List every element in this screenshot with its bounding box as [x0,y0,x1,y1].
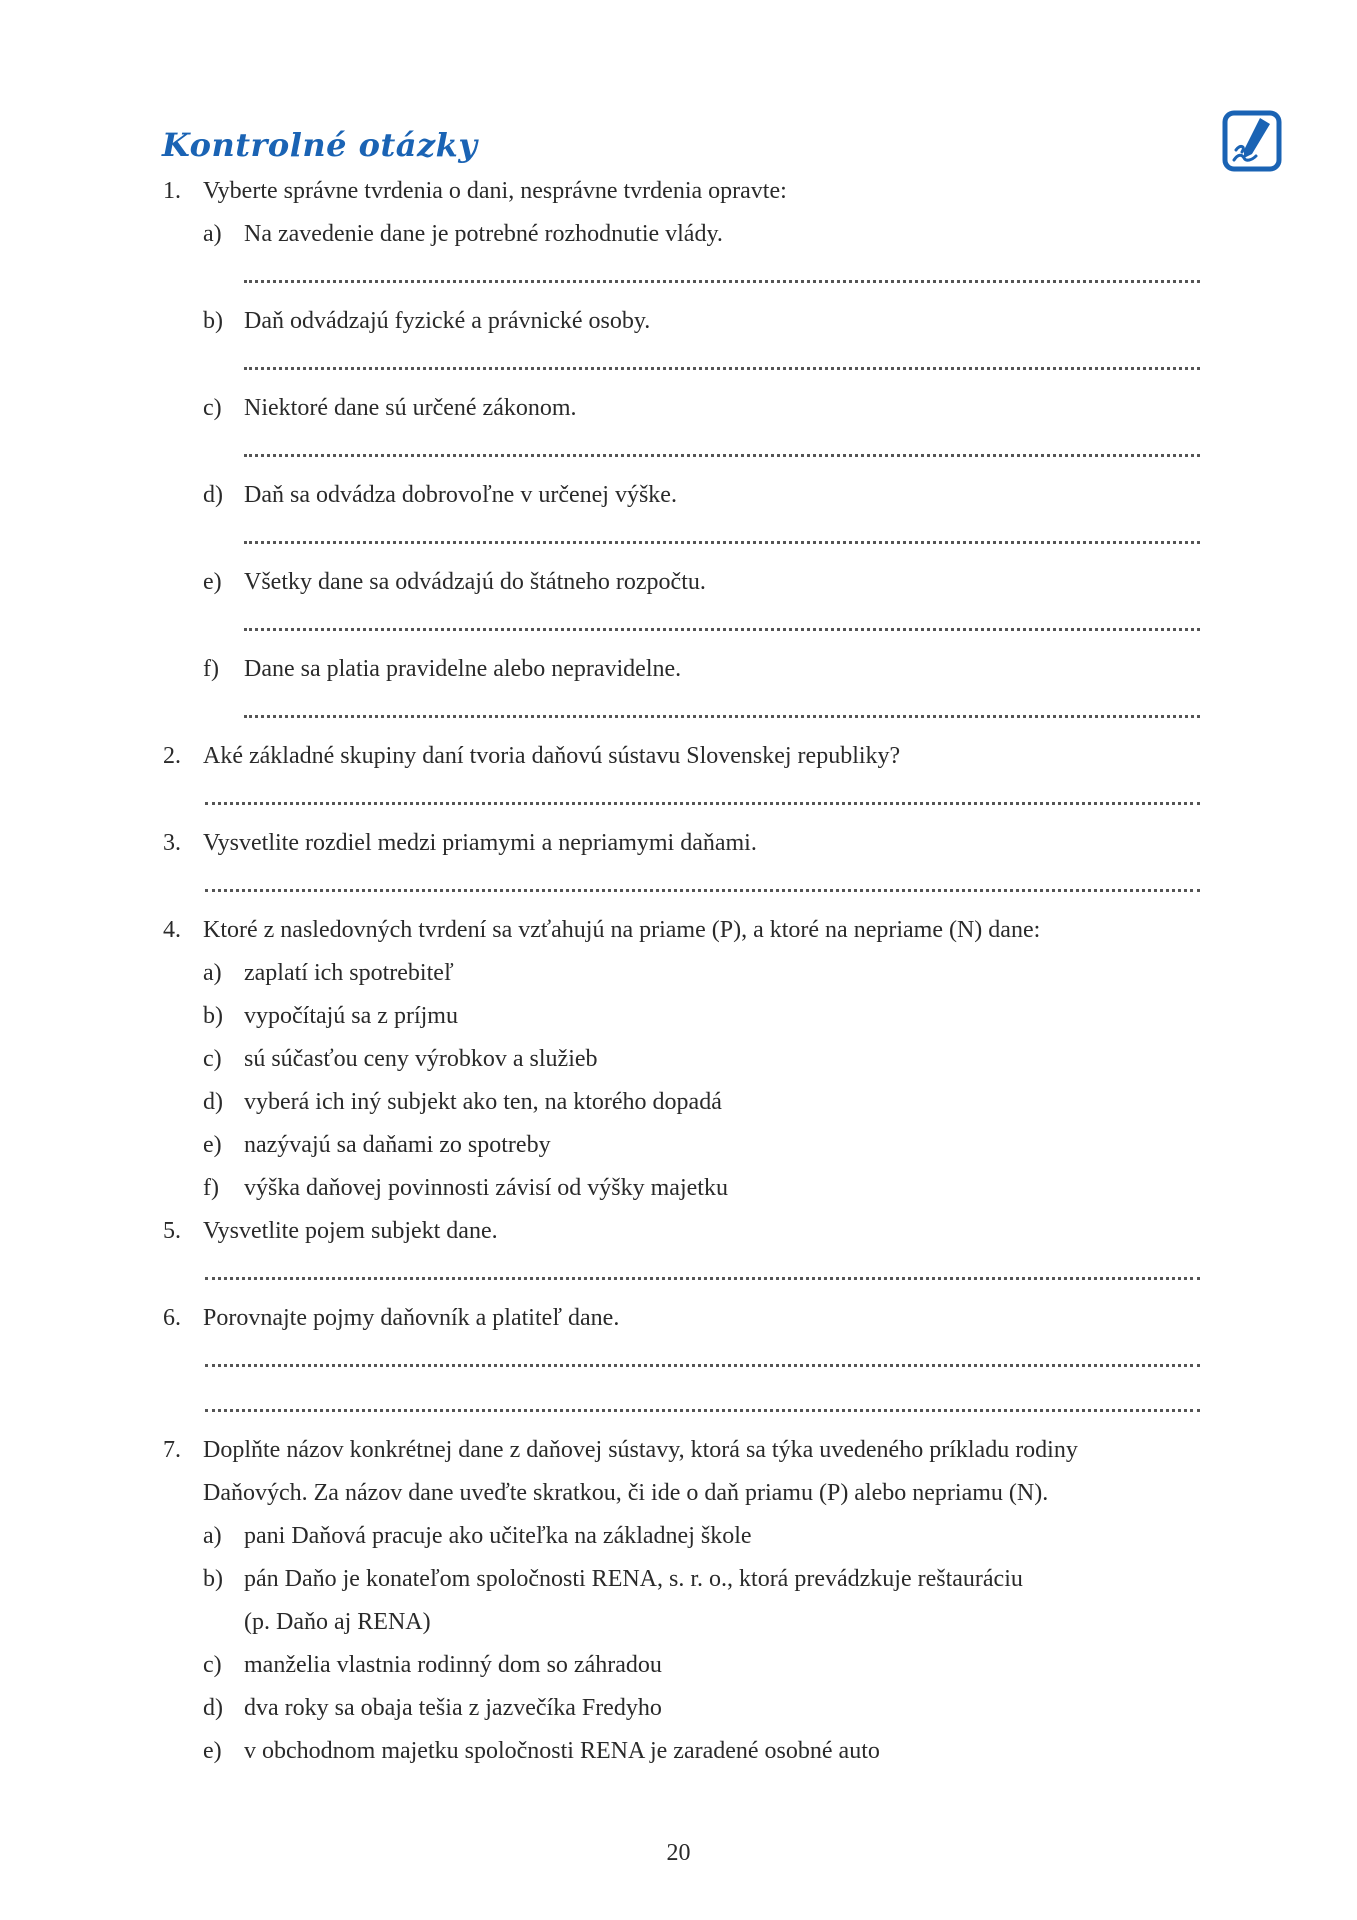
item-label: e) [203,1738,222,1764]
item-text: Niektoré dane sú určené zákonom. [244,395,577,421]
answer-line[interactable] [205,1364,1200,1367]
question-number: 3. [163,830,181,856]
pen-writing-icon [1222,110,1282,172]
item-label: d) [203,1089,223,1115]
answer-line[interactable] [244,280,1200,283]
item-label: a) [203,221,222,247]
item-label: e) [203,1132,222,1158]
answer-line[interactable] [205,1277,1200,1280]
item-label: b) [203,1003,223,1029]
item-label: b) [203,308,223,334]
item-label: f) [203,656,219,682]
item-label: d) [203,1695,223,1721]
item-text: Daň sa odvádza dobrovoľne v určenej výške. [244,482,677,508]
item-text: vyberá ich iný subjekt ako ten, na ktorého dopadá [244,1089,722,1115]
question-text: Aké základné skupiny daní tvoria daňovú sústavu Slovenskej republiky? [203,743,901,769]
item-text: pani Daňová pracuje ako učiteľka na základnej škole [244,1523,752,1549]
item-text: zaplatí ich spotrebiteľ [244,960,454,986]
item-label: c) [203,395,222,421]
item-label: a) [203,1523,222,1549]
item-label: c) [203,1652,222,1678]
item-label: b) [203,1566,223,1592]
question-text: Vysvetlite pojem subjekt dane. [203,1218,498,1244]
question-text: Doplňte názov konkrétnej dane z daňovej sústavy, ktorá sa týka uvedeného príkladu rodiny [203,1437,1078,1463]
item-label: e) [203,569,222,595]
item-text: Dane sa platia pravidelne alebo nepravidelne. [244,656,682,682]
answer-line[interactable] [205,1409,1200,1412]
question-number: 5. [163,1218,181,1244]
answer-line[interactable] [205,802,1200,805]
item-label: d) [203,482,223,508]
question-text: Ktoré z nasledovných tvrdení sa vzťahujú na priame (P), a ktoré na nepriame (N) dane: [203,917,1041,943]
item-text: Všetky dane sa odvádzajú do štátneho rozpočtu. [244,569,706,595]
item-text: dva roky sa obaja tešia z jazvečíka Fredyho [244,1695,662,1721]
item-text: Daň odvádzajú fyzické a právnické osoby. [244,308,651,334]
answer-line[interactable] [205,889,1200,892]
item-text: pán Daňo je konateľom spoločnosti RENA, s. r. o., ktorá prevádzkuje reštauráciu [244,1566,1023,1592]
question-text-continued: Daňových. Za názov dane uveďte skratkou, či ide o daň priamu (P) alebo nepriamu (N). [203,1480,1049,1506]
item-text: manželia vlastnia rodinný dom so záhradou [244,1652,662,1678]
section-title: Kontrolné otázky [162,126,478,164]
item-label: f) [203,1175,219,1201]
item-text: Na zavedenie dane je potrebné rozhodnutie vlády. [244,221,723,247]
question-text: Vyberte správne tvrdenia o dani, nesprávne tvrdenia opravte: [203,178,787,204]
answer-line[interactable] [244,541,1200,544]
item-text: vypočítajú sa z príjmu [244,1003,458,1029]
answer-line[interactable] [244,367,1200,370]
page-number: 20 [666,1840,691,1866]
question-number: 4. [163,917,181,943]
item-label: c) [203,1046,222,1072]
item-text: sú súčasťou ceny výrobkov a služieb [244,1046,598,1072]
question-text: Vysvetlite rozdiel medzi priamymi a nepriamymi daňami. [203,830,757,856]
item-text: nazývajú sa daňami zo spotreby [244,1132,551,1158]
question-number: 6. [163,1305,181,1331]
answer-line[interactable] [244,454,1200,457]
item-text: v obchodnom majetku spoločnosti RENA je zaradené osobné auto [244,1738,880,1764]
question-number: 1. [163,178,181,204]
item-text-continued: (p. Daňo aj RENA) [244,1609,431,1635]
item-text: výška daňovej povinnosti závisí od výšky majetku [244,1175,728,1201]
question-text: Porovnajte pojmy daňovník a platiteľ dane. [203,1305,620,1331]
question-number: 2. [163,743,181,769]
question-number: 7. [163,1437,181,1463]
answer-line[interactable] [244,715,1200,718]
answer-line[interactable] [244,628,1200,631]
item-label: a) [203,960,222,986]
